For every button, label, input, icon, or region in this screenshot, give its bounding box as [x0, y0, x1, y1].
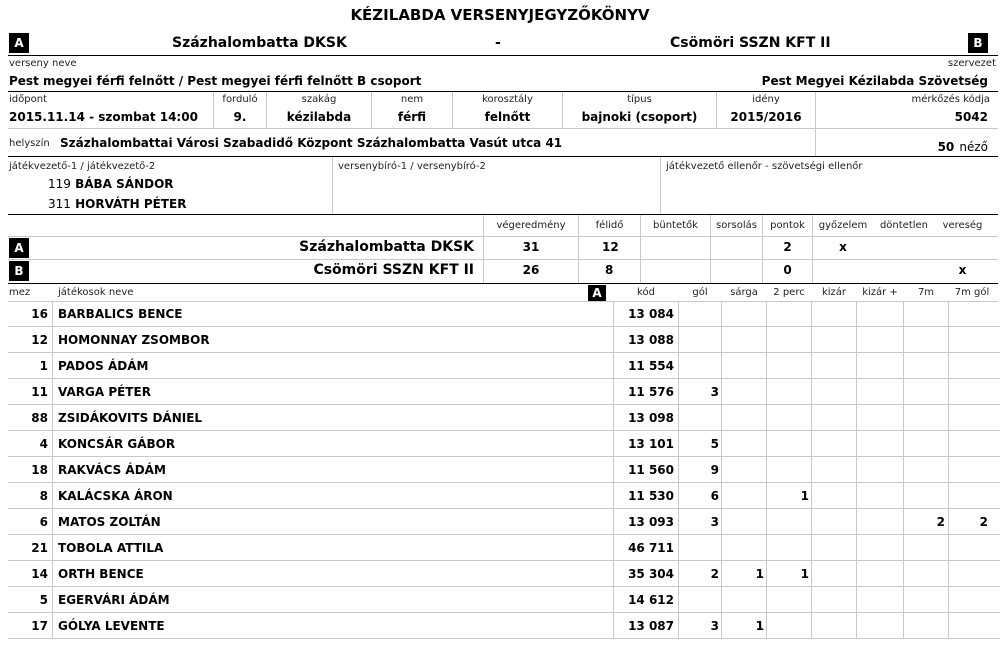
player-7m: [904, 353, 945, 379]
referee-name: HORVÁTH PÉTER: [75, 197, 187, 211]
organizer-name: Pest Megyei Kézilabda Szövetség: [761, 74, 988, 88]
player-excl-plus: [857, 509, 901, 535]
result-header-penalties: büntetők: [653, 220, 698, 231]
player-7m: [904, 431, 945, 457]
result-header-final: végeredmény: [496, 220, 566, 231]
divider: [8, 91, 998, 92]
page-title: KÉZILABDA VERSENYJEGYZŐKÖNYV: [350, 6, 650, 24]
sport-label: szakág: [301, 94, 337, 105]
player-7m-goals: [949, 587, 988, 613]
player-code: 13 093: [628, 515, 674, 529]
player-header-num: mez: [9, 287, 31, 298]
player-number: 12: [31, 333, 48, 347]
gender-label: nem: [400, 94, 424, 105]
result-header-draw: sorsolás: [716, 220, 757, 231]
player-name: ORTH BENCE: [58, 567, 144, 581]
player-number: 6: [39, 515, 48, 529]
player-excl: [812, 431, 854, 457]
player-two-min: 1: [800, 489, 809, 503]
judges-label: versenybíró-1 / versenybíró-2: [338, 161, 486, 172]
gender-value: férfi: [397, 110, 427, 124]
player-excl-plus: [857, 327, 901, 353]
player-excl: [812, 561, 854, 587]
player-two-min: [767, 431, 809, 457]
age-value: felnőtt: [484, 110, 531, 124]
player-code: 11 530: [628, 489, 674, 503]
player-code: 13 084: [628, 307, 674, 321]
player-excl-plus: [857, 431, 901, 457]
result-team-b-final: 26: [522, 263, 540, 277]
player-name: KALÁCSKA ÁRON: [58, 489, 173, 503]
player-yellow: 1: [755, 619, 764, 633]
player-goals: [679, 535, 719, 561]
match-code: 5042: [954, 110, 988, 124]
player-number: 8: [39, 489, 48, 503]
match-time: 2015.11.14 - szombat 14:00: [9, 110, 198, 124]
player-code: 14 612: [628, 593, 674, 607]
referees-label: játékvezető-1 / játékvezető-2: [9, 161, 156, 172]
player-row: [8, 483, 1000, 509]
player-excl: [812, 353, 854, 379]
player-7m: [904, 457, 945, 483]
player-two-min: [767, 457, 809, 483]
team-a-marker: A: [9, 33, 29, 53]
player-two-min: 1: [800, 567, 809, 581]
player-7m: [904, 301, 945, 327]
player-goals: [679, 301, 719, 327]
type-label: típus: [627, 94, 652, 105]
player-7m: [904, 587, 945, 613]
player-two-min: [767, 535, 809, 561]
player-code: 13 098: [628, 411, 674, 425]
player-goals: 3: [710, 385, 719, 399]
venue-label: helyszín: [9, 138, 50, 149]
player-yellow: [722, 327, 764, 353]
result-header-points: pontok: [770, 220, 805, 231]
player-code: 35 304: [628, 567, 674, 581]
player-excl-plus: [857, 613, 901, 639]
player-excl-plus: [857, 535, 901, 561]
player-row: [8, 587, 1000, 613]
player-number: 14: [31, 567, 48, 581]
player-header-code: kód: [637, 287, 655, 298]
season-value: 2015/2016: [730, 110, 802, 124]
player-excl-plus: [857, 379, 901, 405]
player-7m: 2: [936, 515, 945, 529]
player-goals: 2: [710, 567, 719, 581]
player-excl: [812, 301, 854, 327]
player-excl: [812, 509, 854, 535]
player-name: TOBOLA ATTILA: [58, 541, 164, 555]
player-goals: 6: [710, 489, 719, 503]
player-excl: [812, 587, 854, 613]
player-excl: [812, 379, 854, 405]
player-two-min: [767, 327, 809, 353]
player-number: 1: [39, 359, 48, 373]
player-row: [8, 405, 1000, 431]
player-goals: [679, 327, 719, 353]
player-row: [8, 509, 1000, 535]
player-row: [8, 327, 1000, 353]
player-number: 5: [39, 593, 48, 607]
referee-1: [48, 177, 174, 191]
spectators: [938, 136, 988, 155]
player-excl-plus: [857, 561, 901, 587]
player-row: [8, 613, 1000, 639]
player-7m-goals: [949, 457, 988, 483]
player-7m-goals: [949, 431, 988, 457]
player-code: 11 560: [628, 463, 674, 477]
player-number: 17: [31, 619, 48, 633]
player-row: [8, 353, 1000, 379]
player-header-yellow: sárga: [730, 287, 758, 298]
player-excl: [812, 405, 854, 431]
result-header-loss: vereség: [942, 220, 983, 231]
referee-2: [48, 197, 186, 211]
player-two-min: [767, 379, 809, 405]
player-name: ZSIDÁKOVITS DÁNIEL: [58, 411, 203, 425]
player-7m-goals: [949, 561, 988, 587]
player-excl: [812, 613, 854, 639]
player-header-two-min: 2 perc: [773, 287, 805, 298]
result-team-a-marker: A: [9, 238, 29, 258]
result-header-win: győzelem: [818, 220, 868, 231]
player-two-min: [767, 301, 809, 327]
result-team-a-points: 2: [783, 240, 792, 254]
player-header-7m-goals: 7m gól: [954, 287, 990, 298]
player-7m: [904, 561, 945, 587]
player-7m: [904, 483, 945, 509]
player-name: MATOS ZOLTÁN: [58, 515, 161, 529]
player-name: GÓLYA LEVENTE: [58, 619, 165, 633]
player-goals: [679, 353, 719, 379]
organizer-label: szervezet: [947, 58, 996, 69]
player-yellow: [722, 483, 764, 509]
time-label: időpont: [9, 94, 47, 105]
player-two-min: [767, 353, 809, 379]
player-7m-goals: [949, 613, 988, 639]
referee-name: BÁBA SÁNDOR: [75, 177, 174, 191]
player-header-7m: 7m: [917, 287, 935, 298]
sport-value: kézilabda: [286, 110, 352, 124]
player-7m-goals: [949, 483, 988, 509]
player-yellow: [722, 379, 764, 405]
team-separator: -: [495, 35, 501, 51]
player-yellow: [722, 353, 764, 379]
spectator-count: 50: [937, 140, 955, 154]
team-b-name: Csömöri SSZN KFT II: [670, 35, 831, 51]
team-a-name: Százhalombatta DKSK: [172, 35, 347, 51]
player-yellow: [722, 587, 764, 613]
player-header-goals: gól: [692, 287, 708, 298]
result-team-a-final: 31: [522, 240, 540, 254]
player-excl-plus: [857, 405, 901, 431]
player-header-name: játékosok neve: [58, 287, 134, 298]
player-row: [8, 561, 1000, 587]
player-7m: [904, 613, 945, 639]
player-number: 18: [31, 463, 48, 477]
player-code: 13 087: [628, 619, 674, 633]
player-goals: 5: [710, 437, 719, 451]
player-two-min: [767, 587, 809, 613]
spectator-label: néző: [959, 140, 988, 154]
player-row: [8, 457, 1000, 483]
player-excl: [812, 457, 854, 483]
player-code: 13 101: [628, 437, 674, 451]
round-label: forduló: [222, 94, 258, 105]
player-name: VARGA PÉTER: [58, 385, 151, 399]
player-yellow: [722, 509, 764, 535]
referee-number: 311: [48, 197, 71, 211]
player-excl: [812, 327, 854, 353]
result-team-b-half: 8: [605, 263, 614, 277]
player-code: 13 088: [628, 333, 674, 347]
player-two-min: [767, 509, 809, 535]
player-goals: 9: [710, 463, 719, 477]
player-goals: 3: [710, 619, 719, 633]
player-yellow: [722, 535, 764, 561]
player-number: 21: [31, 541, 48, 555]
player-code: 11 576: [628, 385, 674, 399]
player-name: RAKVÁCS ÁDÁM: [58, 463, 166, 477]
team-b-marker: B: [968, 33, 988, 53]
result-header-tie: döntetlen: [879, 220, 929, 231]
player-7m-goals: 2: [979, 515, 988, 529]
player-header-team-marker: A: [588, 285, 606, 302]
type-value: bajnoki (csoport): [581, 110, 698, 124]
result-team-b-loss: x: [958, 263, 967, 277]
player-7m-goals: [949, 353, 988, 379]
player-7m-goals: [949, 535, 988, 561]
player-7m-goals: [949, 405, 988, 431]
player-number: 16: [31, 307, 48, 321]
player-name: KONCSÁR GÁBOR: [58, 437, 176, 451]
player-goals: 3: [710, 515, 719, 529]
player-header-excl-plus: kizár +: [862, 287, 898, 298]
player-row: [8, 301, 1000, 327]
player-name: EGERVÁRI ÁDÁM: [58, 593, 170, 607]
result-team-b-marker: B: [9, 261, 29, 281]
player-two-min: [767, 613, 809, 639]
result-team-b-name: Csömöri SSZN KFT II: [313, 262, 474, 278]
player-yellow: 1: [755, 567, 764, 581]
player-row: [8, 379, 1000, 405]
player-number: 4: [39, 437, 48, 451]
player-row: [8, 431, 1000, 457]
player-7m-goals: [949, 301, 988, 327]
player-name: PADOS ÁDÁM: [58, 359, 149, 373]
player-7m-goals: [949, 379, 988, 405]
player-excl-plus: [857, 587, 901, 613]
player-number: 88: [31, 411, 48, 425]
player-yellow: [722, 301, 764, 327]
player-excl: [812, 483, 854, 509]
match-code-label: mérkőzés kódja: [911, 94, 990, 105]
result-team-a-half: 12: [602, 240, 619, 254]
player-two-min: [767, 405, 809, 431]
player-goals: [679, 405, 719, 431]
result-team-b-points: 0: [783, 263, 792, 277]
player-yellow: [722, 431, 764, 457]
player-7m: [904, 405, 945, 431]
age-label: korosztály: [482, 94, 533, 105]
venue-name: Százhalombattai Városi Szabadidő Központ Százhalombatta Vasút utca 41: [60, 136, 563, 150]
player-header-excl: kizár: [821, 287, 847, 298]
player-excl: [812, 535, 854, 561]
player-name: BARBALICS BENCE: [58, 307, 183, 321]
player-row: [8, 535, 1000, 561]
player-7m-goals: [949, 327, 988, 353]
season-label: idény: [752, 94, 780, 105]
result-team-a-win: x: [839, 240, 847, 254]
player-number: 11: [31, 385, 48, 399]
referee-number: 119: [48, 177, 71, 191]
competition-label: verseny neve: [9, 58, 77, 69]
player-code: 11 554: [628, 359, 674, 373]
player-yellow: [722, 405, 764, 431]
player-excl-plus: [857, 457, 901, 483]
player-goals: [679, 587, 719, 613]
result-header-half: félidő: [595, 220, 624, 231]
player-code: 46 711: [628, 541, 674, 555]
player-yellow: [722, 457, 764, 483]
controller-label: játékvezető ellenőr - szövetségi ellenőr: [666, 161, 863, 172]
round-value: 9.: [233, 110, 247, 124]
player-excl-plus: [857, 353, 901, 379]
divider: [8, 55, 998, 56]
competition-name: Pest megyei férfi felnőtt / Pest megyei férfi felnőtt B csoport: [9, 74, 422, 88]
player-excl-plus: [857, 483, 901, 509]
player-7m: [904, 327, 945, 353]
result-team-a-name: Százhalombatta DKSK: [299, 239, 474, 255]
player-name: HOMONNAY ZSOMBOR: [58, 333, 210, 347]
player-7m: [904, 535, 945, 561]
player-7m: [904, 379, 945, 405]
player-excl-plus: [857, 301, 901, 327]
